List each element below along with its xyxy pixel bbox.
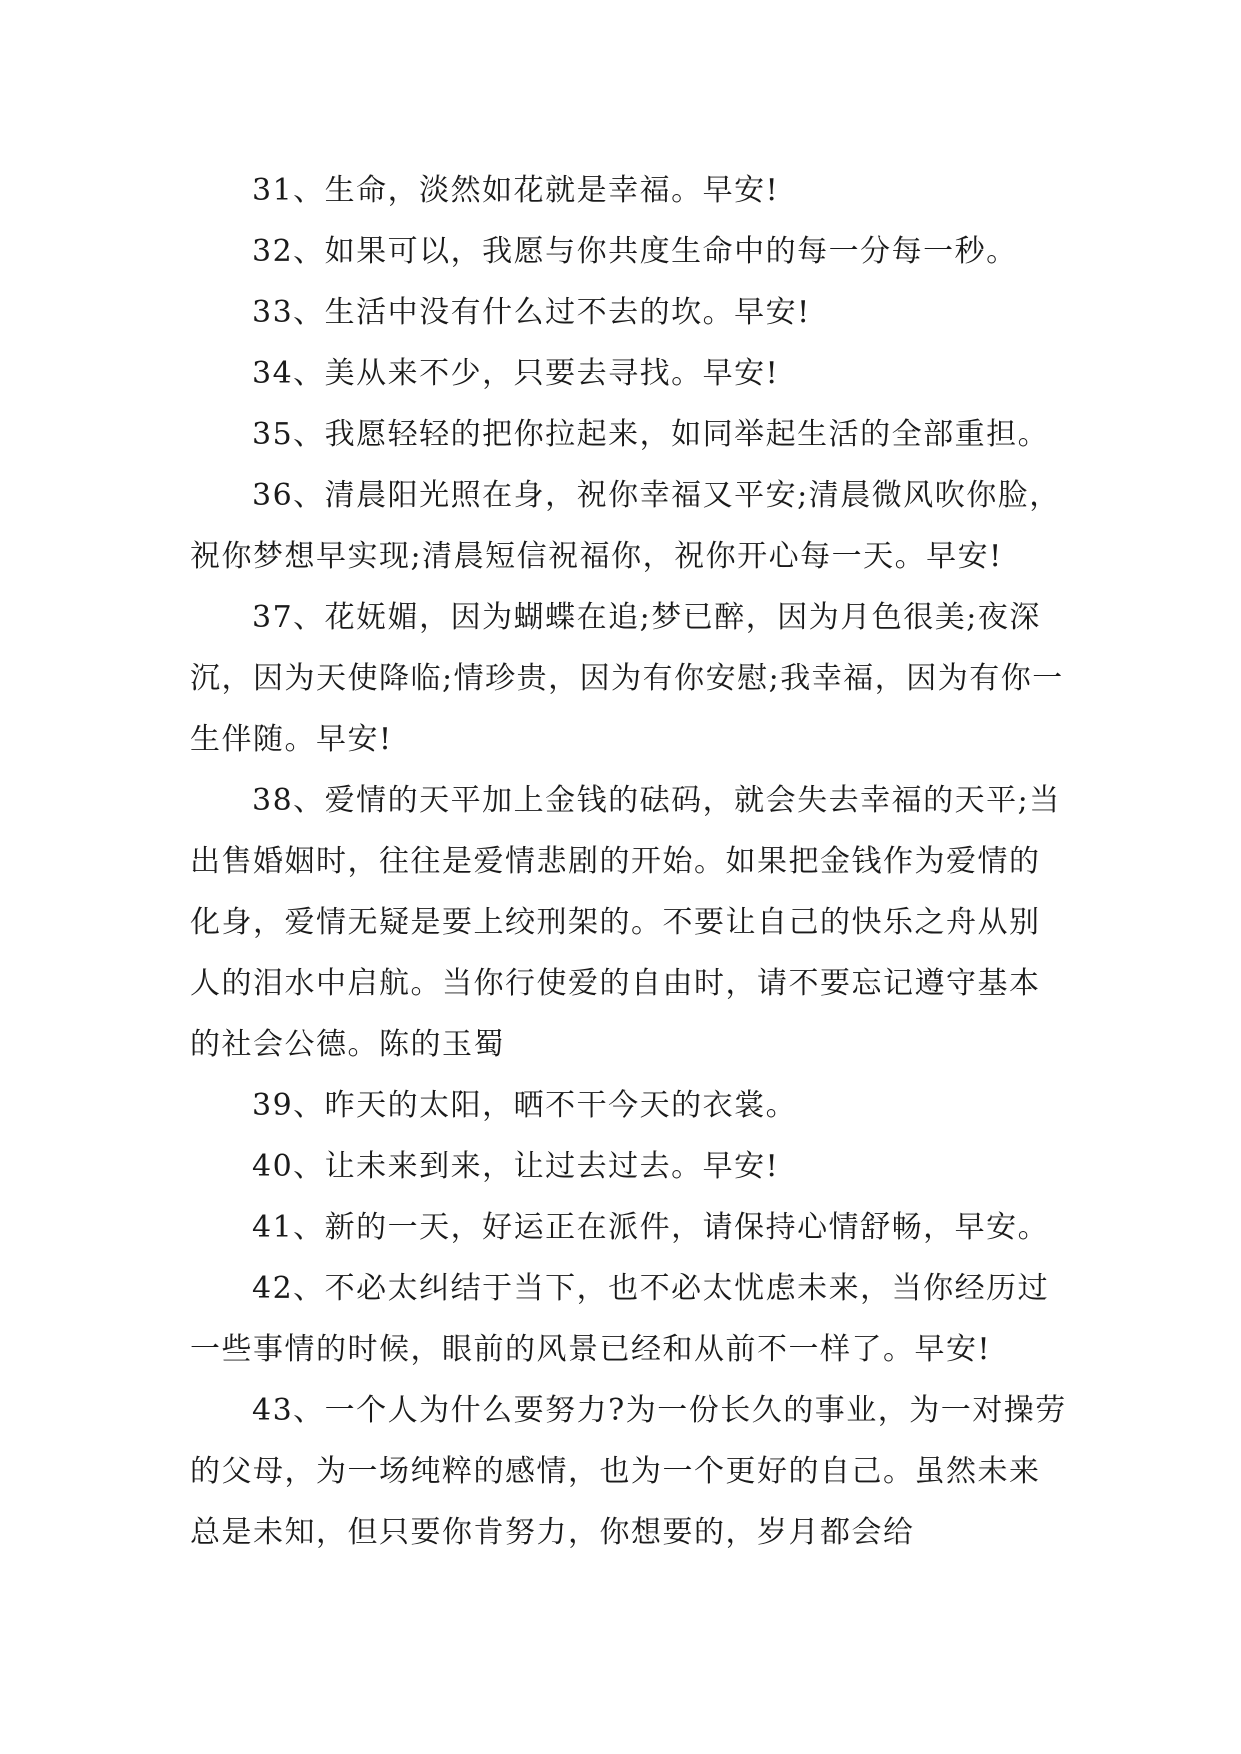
paragraph-33: 33、生活中没有什么过不去的坎。早安! <box>252 295 811 330</box>
paragraph-43: 43、一个人为什么要努力?为一份长久的事业，为一对操劳的父母，为一场纯粹的感情，也为一个更好的自己。虽然未来总是未知，但只要你肯努力，你想要的，岁月都会给 <box>190 1393 1067 1550</box>
paragraph-32: 32、如果可以，我愿与你共度生命中的每一分每一秒。 <box>252 234 1018 269</box>
text-column <box>190 160 1070 1563</box>
paragraph-42: 42、不必太纠结于当下，也不必太忧虑未来，当你经历过一些事情的时候，眼前的风景已经和从前不一样了。早安! <box>190 1271 1050 1367</box>
paragraph-40: 40、让未来到来，让过去过去。早安! <box>252 1149 780 1184</box>
paragraph-39: 39、昨天的太阳，晒不干今天的衣裳。 <box>252 1088 798 1123</box>
paragraph-31: 31、生命，淡然如花就是幸福。早安! <box>252 173 780 208</box>
paragraph-37: 37、花妩媚，因为蝴蝶在追;梦已醉，因为月色很美;夜深沉，因为天使降临;情珍贵，因为有你安慰;我幸福，因为有你一生伴随。早安! <box>190 600 1064 757</box>
paragraph-36: 36、清晨阳光照在身，祝你幸福又平安;清晨微风吹你脸，祝你梦想早实现;清晨短信祝福你，祝你开心每一天。早安! <box>190 478 1061 574</box>
paragraph-38: 38、爱情的天平加上金钱的砝码，就会失去幸福的天平;当出售婚姻时，往往是爱情悲剧的开始。如果把金钱作为爱情的化身，爱情无疑是要上绞刑架的。不要让自己的快乐之舟从别人的泪水中启航。当你行使爱的自由时，请不要忘记遵守基本的社会公德。陈的玉蜀 <box>190 783 1061 1062</box>
paragraph-41: 41、新的一天，好运正在派件，请保持心情舒畅，早安。 <box>252 1210 1050 1245</box>
paragraph-34: 34、美从来不少，只要去寻找。早安! <box>252 356 780 391</box>
paragraph-35: 35、我愿轻轻的把你拉起来，如同举起生活的全部重担。 <box>252 417 1050 452</box>
